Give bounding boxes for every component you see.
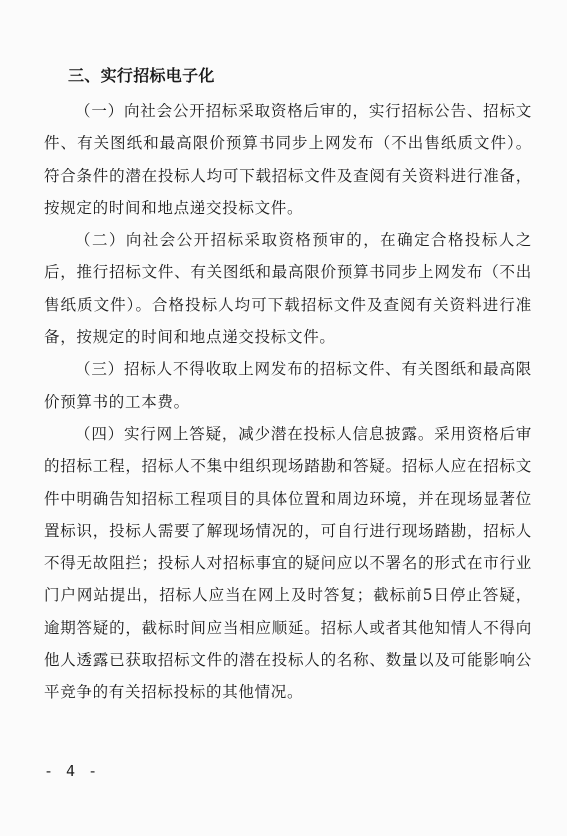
document-body bbox=[44, 66, 532, 709]
paragraph-1: （一）向社会公开招标采取资格后审的，实行招标公告、招标文件、有关图纸和最高限价预算书同步上网发布（不出售纸质文件）。符合条件的潜在投标人均可下载招标文件及查阅有关资料进行准备，按规定的时间和地点递交投标文件。 bbox=[44, 102, 532, 217]
page-number: - 4 - bbox=[44, 762, 100, 780]
paragraph-4: （四）实行网上答疑，减少潜在投标人信息披露。采用资格后审的招标工程，招标人不集中组织现场踏勘和答疑。招标人应在招标文件中明确告知招标工程项目的具体位置和周边环境，并在现场显著位置标识，投标人需要了解现场情况的，可自行进行现场踏勘，招标人不得无故阻拦；投标人对招标事宜的疑问应以不署名的形式在市行业门户网站提出，招标人应当在网上及时答复；截标前5日停止答疑，逾期答疑的，截标时间应当相应顺延。招标人或者其他知情人不得向他人透露已获取招标文件的潜在投标人的名称、数量以及可能影响公平竞争的有关招标投标的其他情况。 bbox=[44, 424, 532, 702]
paragraph-3: （三）招标人不得收取上网发布的招标文件、有关图纸和最高限价预算书的工本费。 bbox=[44, 360, 532, 411]
paragraph-2: （二）向社会公开招标采取资格预审的，在确定合格投标人之后，推行招标文件、有关图纸和最高限价预算书同步上网发布（不出售纸质文件）。合格投标人均可下载招标文件及查阅有关资料进行准备，按规定的时间和地点递交投标文件。 bbox=[44, 231, 532, 347]
section-heading: 三、实行招标电子化 bbox=[68, 66, 215, 85]
